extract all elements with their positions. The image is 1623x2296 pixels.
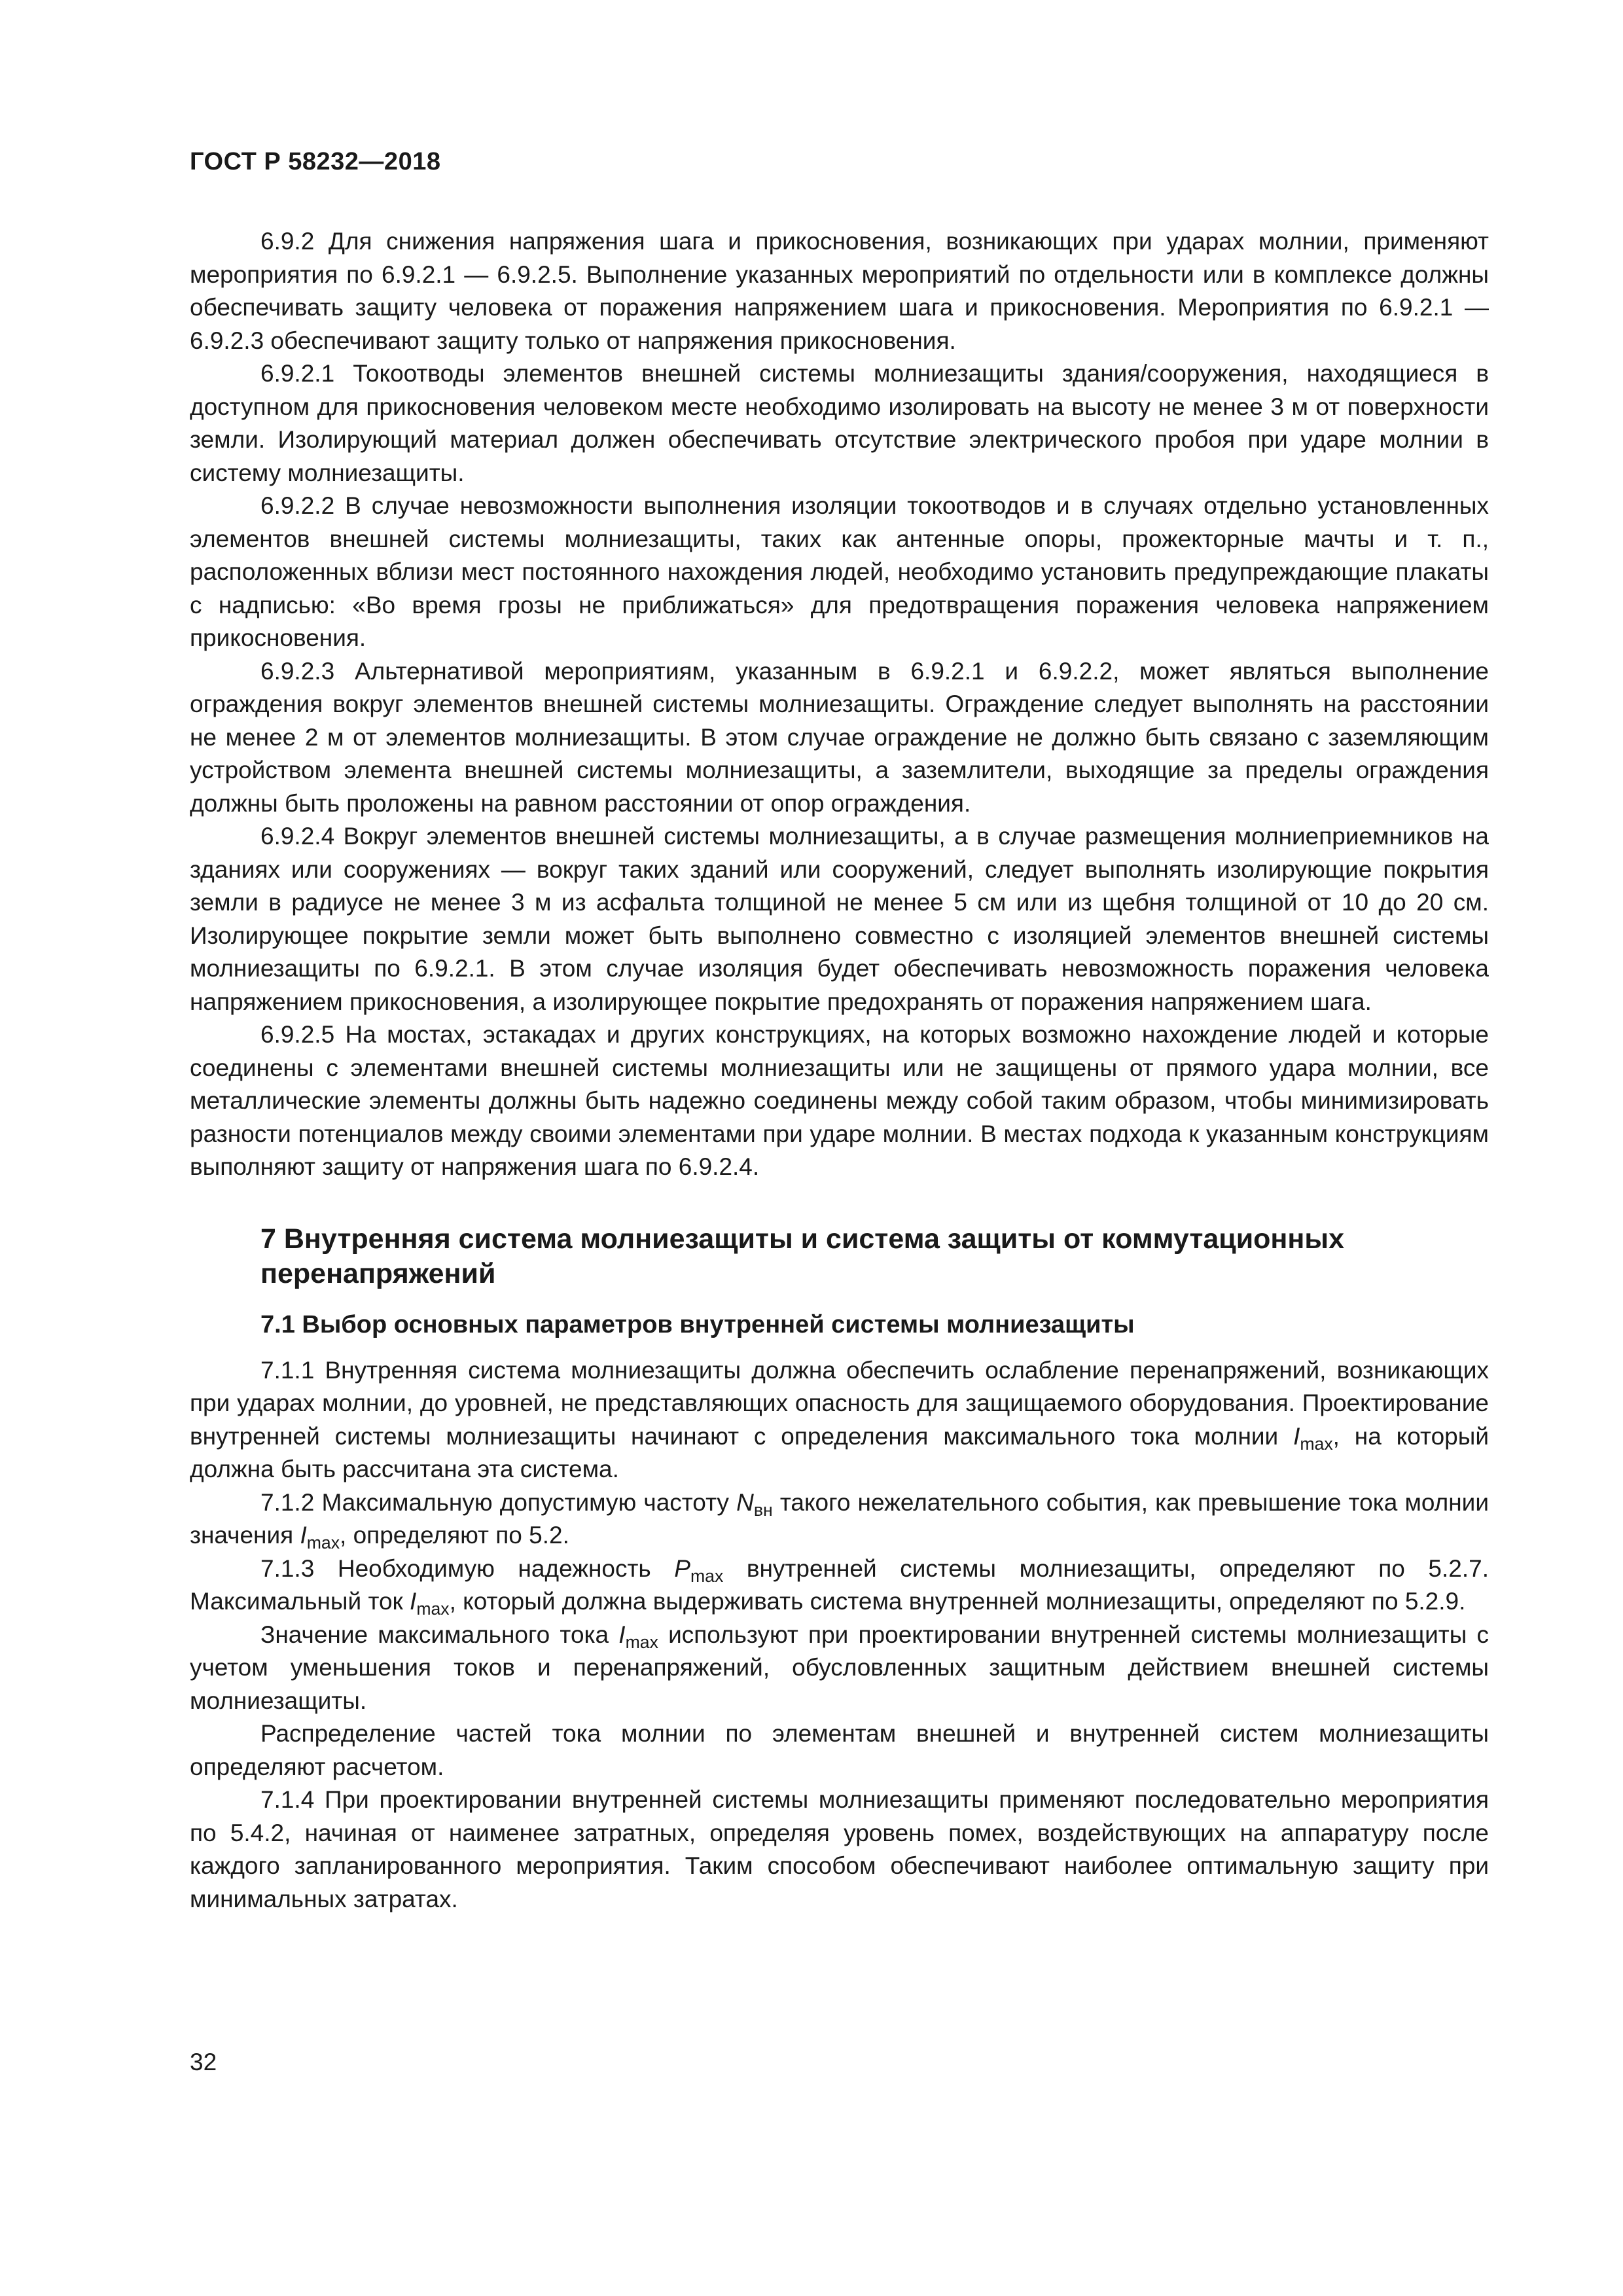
clause-7-1-3-part-3: , который должна выдерживать система внутренней молниезащиты, определяют по 5.2.9. bbox=[449, 1588, 1466, 1615]
imax-usage-text-after: используют при проектировании внутренней системы молниезащиты с учетом уменьшения токов и перенапряжений, обусловленных защитным действием внешней системы молниезащиты. bbox=[190, 1621, 1489, 1714]
clause-6-9-2-2: 6.9.2.2 В случае невозможности выполнения изоляции токоотводов и в случаях отдельно установленных элементов внешней системы молниезащиты, таких как антенные опоры, прожекторные мачты и т. п., расположенных вблизи мест постоянного нахождения людей, необходимо установить предупреждающие плакаты с надписью: «Во время грозы не приближаться» для предотвращения поражения человека напряжением прикосновения. bbox=[190, 492, 1489, 651]
subscript-vn: вн bbox=[753, 1499, 773, 1520]
clause-7-1-4: 7.1.4 При проектировании внутренней системы молниезащиты применяют последовательно мероприятия по 5.4.2, начиная от наименее затратных, определяя уровень помех, воздействующих на аппаратуру после каждого запланированного мероприятия. Таким способом обеспечивают наиболее оптимальную защиту при минимальных затратах. bbox=[190, 1786, 1489, 1912]
symbol-i: I bbox=[410, 1588, 417, 1615]
subscript-max: max bbox=[416, 1598, 450, 1619]
symbol-i: I bbox=[300, 1522, 307, 1549]
section-7-title: 7 Внутренняя система молниезащиты и система защиты от коммутационных перенапряжений bbox=[260, 1223, 1345, 1289]
imax-usage-text-before: Значение максимального тока bbox=[260, 1621, 619, 1648]
page-number: 32 bbox=[190, 2049, 217, 2075]
paragraph-current-distribution: Распределение частей тока молнии по элементам внешней и внутренней систем молниезащиты определяют расчетом. bbox=[190, 1720, 1489, 1780]
page-content bbox=[190, 225, 1489, 1916]
clause-6-9-2-3: 6.9.2.3 Альтернативой мероприятиям, указанным в 6.9.2.1 и 6.9.2.2, может являться выполнение ограждения вокруг элементов внешней системы молниезащиты. Ограждение следует выполнять на расстоянии не менее 2 м от элементов молниезащиты. В этом случае ограждение не должно быть связано с заземляющим устройством элемента внешней системы молниезащиты, а заземлители, выходящие за пределы ограждения должны быть проложены на равном расстоянии от опор ограждения. bbox=[190, 657, 1489, 817]
clause-6-9-2-5: 6.9.2.5 На мостах, эстакадах и других конструкциях, на которых возможно нахождение людей и которые соединены с элементами внешней системы молниезащиты или не защищены от прямого удара молнии, все металлические элементы должны быть надежно соединены между собой таким образом, чтобы минимизировать разности потенциалов между своими элементами при ударе молнии. В местах подхода к указанным конструкциям выполняют защиту от напряжения шага по 6.9.2.4. bbox=[190, 1021, 1489, 1180]
clause-6-9-2-4: 6.9.2.4 Вокруг элементов внешней системы молниезащиты, а в случае размещения молниеприемников на зданиях или сооружениях — вокруг таких зданий или сооружений, следует выполнять изолирующие покрытия земли в радиусе не менее 3 м из асфальта толщиной не менее 5 см или из щебня толщиной от 10 до 20 см. Изолирующее покрытие земли может быть выполнено совместно с изоляцией элементов внешней системы молниезащиты по 6.9.2.1. В этом случае изоляция будет обеспечивать невозможность поражения человека напряжением прикосновения, а изолирующее покрытие предохранять от поражения напряжением шага. bbox=[190, 823, 1489, 1015]
clause-7-1-1-text-before: 7.1.1 Внутренняя система молниезащиты должна обеспечить ослабление перенапряжений, возникающих при ударах молнии, до уровней, не представляющих опасность для защищаемого оборудования. Проектирование внутренней системы молниезащиты начинают с определения максимального тока молнии bbox=[190, 1356, 1489, 1450]
clause-7-1-2-part-3: , определяют по 5.2. bbox=[340, 1522, 569, 1549]
symbol-p: P bbox=[674, 1554, 690, 1582]
document-code-header: ГОСТ Р 58232—2018 bbox=[190, 148, 441, 175]
clause-7-1-3-part-1: 7.1.3 Необходимую надежность bbox=[260, 1554, 675, 1582]
symbol-n: N bbox=[736, 1488, 754, 1516]
subscript-max: max bbox=[690, 1566, 724, 1586]
clause-7-1-1 bbox=[190, 1354, 1489, 1486]
paragraph-imax-usage bbox=[190, 1619, 1489, 1718]
clause-7-1-3-part-2: внутренней системы молниезащиты, определяют по 5.2.7. Максимальный ток bbox=[190, 1554, 1489, 1615]
symbol-i: I bbox=[1293, 1422, 1300, 1450]
clause-7-1-2-part-2: такого нежелательного события, как превышение тока молнии значения bbox=[190, 1488, 1489, 1549]
clause-6-9-2: 6.9.2 Для снижения напряжения шага и прикосновения, возникающих при ударах молнии, применяют мероприятия по 6.9.2.1 — 6.9.2.5. Выполнение указанных мероприятий по отдельности или в комплексе должны обеспечивать защиту человека от поражения напряжением шага и прикосновения. Мероприятия по 6.9.2.1 — 6.9.2.3 обеспечивают защиту только от напряжения прикосновения. bbox=[190, 228, 1489, 354]
clause-6-9-2-1: 6.9.2.1 Токоотводы элементов внешней системы молниезащиты здания/сооружения, находящиеся в доступном для прикосновения человеком месте необходимо изолировать на высоту не менее 3 м от поверхности земли. Изолирующий материал должен обеспечивать отсутствие электрического пробоя при ударе молнии в систему молниезащиты. bbox=[190, 360, 1489, 486]
clause-7-1-2 bbox=[190, 1486, 1489, 1552]
subscript-max: max bbox=[625, 1632, 658, 1652]
clause-7-1-2-part-1: 7.1.2 Максимальную допустимую частоту bbox=[260, 1488, 737, 1516]
clause-7-1-3 bbox=[190, 1552, 1489, 1619]
subscript-max: max bbox=[306, 1532, 340, 1552]
subscript-max: max bbox=[1300, 1433, 1333, 1454]
clause-7-1-1-text-after: , на который должна быть рассчитана эта система. bbox=[190, 1422, 1489, 1482]
subsection-7-1-title: 7.1 Выбор основных параметров внутренней системы молниезащиты bbox=[260, 1310, 1135, 1338]
symbol-i: I bbox=[618, 1621, 626, 1648]
